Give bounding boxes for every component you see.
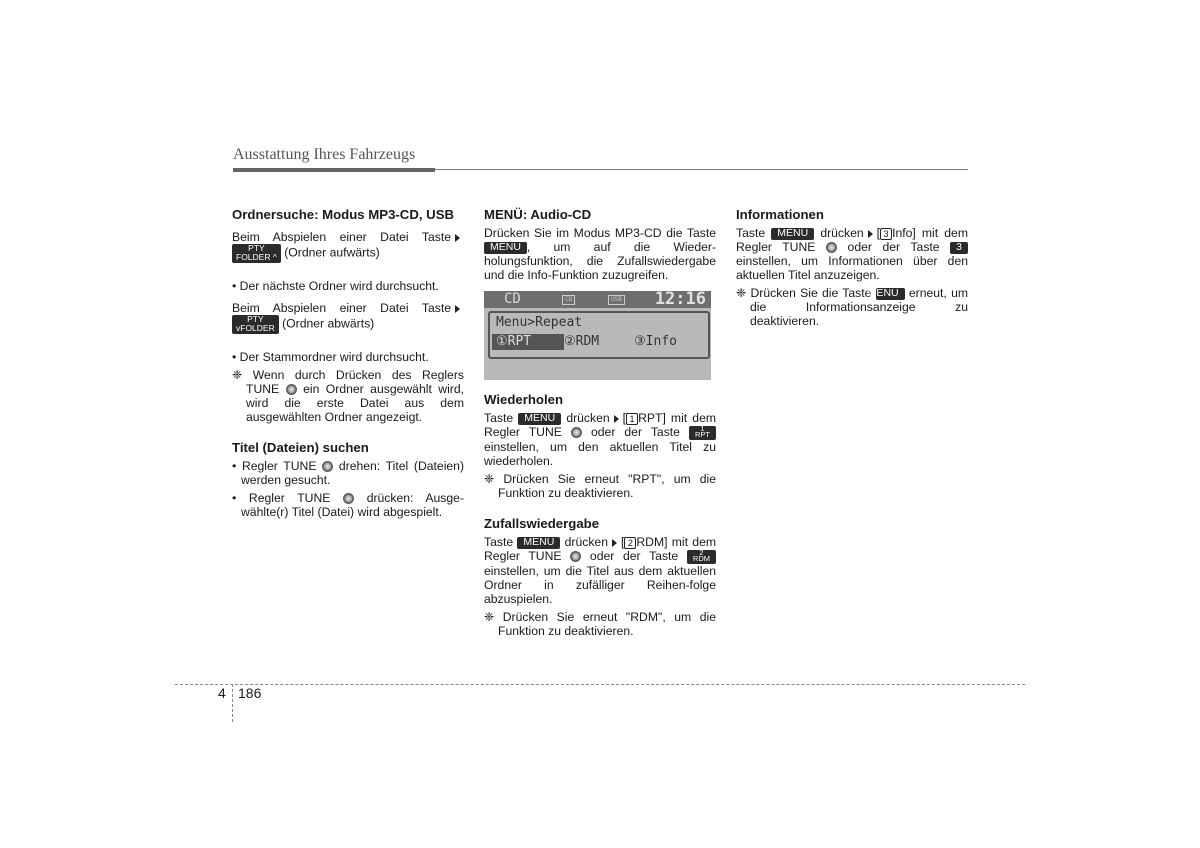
tune-knob-icon bbox=[343, 493, 354, 504]
chapter-number: 4 bbox=[218, 685, 226, 701]
folder-up-paragraph: Beim Abspielen einer Datei Taste PTY FOLDER ^ (Ordner aufwärts) bbox=[232, 230, 464, 263]
header-accent-bar bbox=[233, 168, 435, 172]
lcd-menu-title: Menu>Repeat bbox=[496, 315, 583, 330]
lcd-option-rpt: ①RPT bbox=[492, 334, 564, 350]
usb-icon: USB bbox=[608, 295, 625, 305]
circled-three-icon: 3 bbox=[880, 228, 892, 240]
bullet-tune-press: • Regler TUNE drücken: Ausge-wählte(r) Titel (Datei) wird abgespielt. bbox=[232, 491, 465, 519]
column-1 bbox=[232, 207, 464, 519]
footer-divider bbox=[232, 684, 233, 722]
section-heading-repeat: Wiederholen bbox=[484, 392, 564, 407]
rdm-key: 2 RDM bbox=[687, 550, 716, 564]
arrow-right-icon bbox=[455, 234, 460, 242]
note-random-off: ❈ Drücken Sie erneut "RDM", um die Funktion zu deaktivieren. bbox=[484, 609, 716, 638]
pty-folder-up-key: PTY FOLDER ^ bbox=[232, 244, 281, 263]
circled-two-icon: 2 bbox=[624, 537, 636, 549]
column-3 bbox=[736, 207, 968, 328]
info-3-key: 3 bbox=[950, 242, 968, 254]
chevron-up-icon: ^ bbox=[272, 251, 277, 262]
pty-folder-down-key: PTY vFOLDER bbox=[232, 315, 279, 334]
bullet-next-folder: • Der nächste Ordner wird durchsucht. bbox=[232, 279, 439, 293]
footer-rule bbox=[175, 684, 1025, 685]
lcd-menu-box bbox=[488, 311, 710, 359]
tune-knob-icon bbox=[571, 427, 582, 438]
menu-intro-paragraph: Drücken Sie im Modus MP3-CD die Taste MENU , um auf die Wieder-holungsfunktion, die Zufallswiedergabe und die Info-Funktion zuzugreifen. bbox=[484, 226, 716, 282]
menu-key: MENU bbox=[517, 537, 560, 549]
arrow-right-icon bbox=[455, 305, 460, 313]
section-heading-info: Informationen bbox=[736, 207, 824, 222]
repeat-paragraph: Taste MENU drücken [ 1 RPT] mit dem Regler TUNE oder der Taste 1 RPT einstellen, um den aktuellen Titel zu wiederholen. bbox=[484, 411, 717, 468]
arrow-right-icon bbox=[614, 415, 619, 423]
arrow-right-icon bbox=[868, 230, 873, 238]
folder-down-paragraph: Beim Abspielen einer Datei Taste PTY vFOLDER (Ordner abwärts) bbox=[232, 301, 464, 334]
cd-icon: CD bbox=[562, 295, 575, 305]
lcd-display bbox=[484, 291, 711, 380]
rpt-key: 1 RPT bbox=[689, 426, 716, 440]
lcd-option-info: ③Info bbox=[634, 334, 677, 349]
page-number: 186 bbox=[238, 685, 262, 701]
menu-key: MENU bbox=[876, 288, 905, 300]
menu-key: MENU bbox=[484, 242, 527, 254]
column-2 bbox=[484, 207, 716, 638]
tune-knob-icon bbox=[826, 242, 837, 253]
info-paragraph: Taste MENU drücken [ 3 Info] mit dem Regler TUNE oder der Taste 3 einstellen, um Informationen über den aktuellen Titel anzuzeigen. bbox=[736, 226, 968, 282]
section-heading-folder-search: Ordnersuche: Modus MP3-CD, USB bbox=[232, 207, 455, 222]
lcd-clock: 12:16 bbox=[654, 289, 706, 309]
menu-key: MENU bbox=[518, 413, 561, 425]
circled-one-icon: 1 bbox=[626, 413, 638, 425]
note-tune-folder: ❈ Wenn durch Drücken des Reglers TUNE ein Ordner ausgewählt wird, wird die erste Datei aus dem ausgewählten Ordner angezeigt. bbox=[232, 368, 465, 424]
note-repeat-off: ❈ Drücken Sie erneut "RPT", um die Funktion zu deaktivieren. bbox=[484, 471, 716, 500]
menu-key: MENU bbox=[771, 228, 814, 240]
chevron-down-icon: v bbox=[236, 322, 241, 333]
arrow-right-icon bbox=[612, 539, 617, 547]
tune-knob-icon bbox=[286, 384, 297, 395]
section-heading-menu-audio-cd: MENÜ: Audio-CD bbox=[484, 207, 592, 222]
tune-knob-icon bbox=[570, 551, 581, 562]
lcd-option-rdm: ②RDM bbox=[564, 334, 600, 349]
bullet-root-folder: • Der Stammordner wird durchsucht. bbox=[232, 350, 429, 364]
note-info-off: ❈ Drücken Sie die Taste MENU erneut, um die Informationsanzeige zu deaktivieren. bbox=[736, 286, 969, 328]
section-heading-track-search: Titel (Dateien) suchen bbox=[232, 440, 369, 455]
page-header-title: Ausstattung Ihres Fahrzeugs bbox=[233, 146, 416, 163]
section-heading-random: Zufallswiedergabe bbox=[484, 515, 600, 531]
bullet-tune-turn: • Regler TUNE drehen: Titel (Dateien) werden gesucht. bbox=[232, 459, 465, 487]
lcd-mode: CD bbox=[504, 291, 521, 307]
tune-knob-icon bbox=[322, 461, 333, 472]
random-paragraph: Taste MENU drücken [ 2 RDM] mit dem Regler TUNE oder der Taste 2 RDM einstellen, um die Titel aus dem aktuellen Ordner in zufälliger Reihen-folge abzuspielen. bbox=[484, 534, 717, 606]
